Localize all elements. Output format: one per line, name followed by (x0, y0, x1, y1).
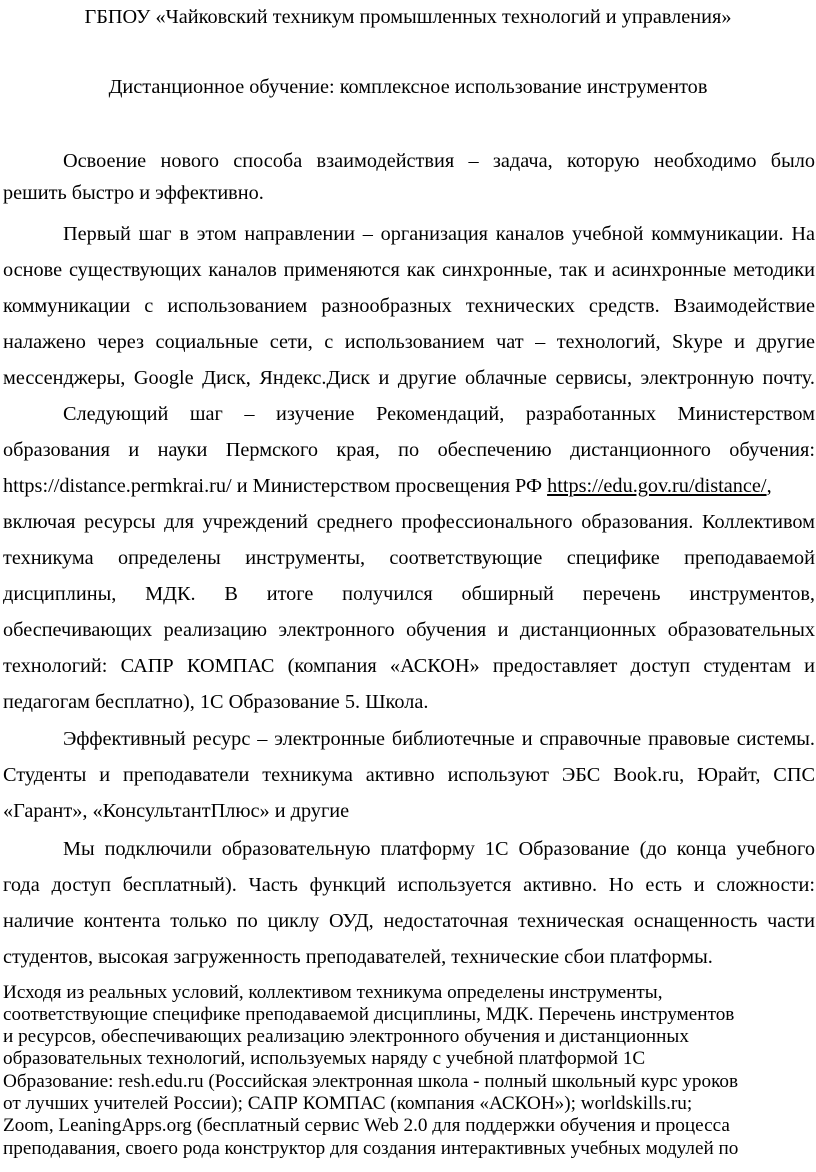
paragraph-line: обеспечивающих реализацию электронного обучения и дистанционных образовательных (3, 619, 815, 641)
paragraph-line: мессенджеры, Google Диск, Яндекс.Диск и другие облачные сервисы, электронную почту. (3, 367, 815, 389)
paragraph-line: коммуникации с использованием разнообразных технических средств. Взаимодействие (3, 295, 815, 317)
document-title: Дистанционное обучение: комплексное использование инструментов (108, 76, 708, 98)
paragraph-line: соответствующие специфике преподаваемой дисциплины, МДК. Перечень инструментов (3, 1004, 735, 1025)
paragraph-line: образования и науки Пермского края, по обеспечению дистанционного обучения: (3, 439, 815, 461)
paragraph-line: Эффективный ресурс – электронные библиотечные и справочные правовые системы. (63, 728, 815, 750)
paragraph-line: Студенты и преподаватели техникума активно используют ЭБС Book.ru, Юрайт, СПС (3, 764, 815, 786)
paragraph-line: педагогам бесплатно), 1С Образование 5. Школа. (3, 691, 429, 713)
org-header: ГБПОУ «Чайковский техникум промышленных технологий и управления» (84, 6, 732, 28)
paragraph-line: налажено через социальные сети, с использованием чат – технологий, Skype и другие (3, 331, 815, 353)
paragraph-line: образовательных технологий, используемых наряду с учебной платформой 1С (3, 1048, 646, 1069)
paragraph-line: Первый шаг в этом направлении – организация каналов учебной коммуникации. На (63, 223, 815, 245)
paragraph-line: включая ресурсы для учреждений среднего профессионального образования. Коллективом (3, 511, 815, 533)
paragraph-line: преподавания, своего рода конструктор для создания интерактивных учебных модулей по (3, 1138, 739, 1159)
paragraph-line: «Гарант», «КонсультантПлюс» и другие (3, 800, 350, 822)
paragraph-line: техникума определены инструменты, соответствующие специфике преподаваемой (3, 547, 815, 569)
paragraph-line: студентов, высокая загруженность преподавателей, технические сбои платформы. (3, 946, 713, 968)
paragraph-text: , (766, 475, 772, 497)
paragraph-line: Следующий шаг – изучение Рекомендаций, разработанных Министерством (63, 403, 815, 425)
edu-gov-distance-link[interactable]: https://edu.gov.ru/distance/ (547, 475, 767, 497)
paragraph-line: года доступ бесплатный). Часть функций используется активно. Но есть и сложности: (3, 874, 815, 896)
paragraph-line: Zoom, LeaningApps.org (бесплатный сервис Web 2.0 для поддержки обучения и процесса (3, 1115, 730, 1136)
paragraph-line: наличие контента только по циклу ОУД, недостаточная техническая оснащенность части (3, 910, 815, 932)
paragraph-line: Образование: resh.edu.ru (Российская электронная школа - полный школьный курс уроков (3, 1071, 739, 1092)
paragraph-line: от лучших учителей России); САПР КОМПАС (компания «АСКОН»); worldskills.ru; (3, 1093, 693, 1114)
paragraph-line: решить быстро и эффективно. (3, 182, 264, 204)
paragraph-line: и ресурсов, обеспечивающих реализацию электронного обучения и дистанционных (3, 1026, 689, 1047)
paragraph-text: https://distance.permkrai.ru/ и Министерством просвещения РФ (3, 475, 548, 497)
paragraph-line: Освоение нового способа взаимодействия – задача, которую необходимо было (63, 150, 815, 172)
paragraph-line (3, 474, 815, 498)
paragraph-line: дисциплины, МДК. В итоге получился обширный перечень инструментов, (3, 583, 815, 605)
paragraph-line: Исходя из реальных условий, коллективом техникума определены инструменты, (3, 982, 663, 1003)
paragraph-line: технологий: САПР КОМПАС (компания «АСКОН» предоставляет доступ студентам и (3, 655, 815, 677)
paragraph-line: основе существующих каналов применяются как синхронные, так и асинхронные методики (3, 259, 815, 281)
paragraph-line: Мы подключили образовательную платформу 1С Образование (до конца учебного (63, 838, 815, 860)
